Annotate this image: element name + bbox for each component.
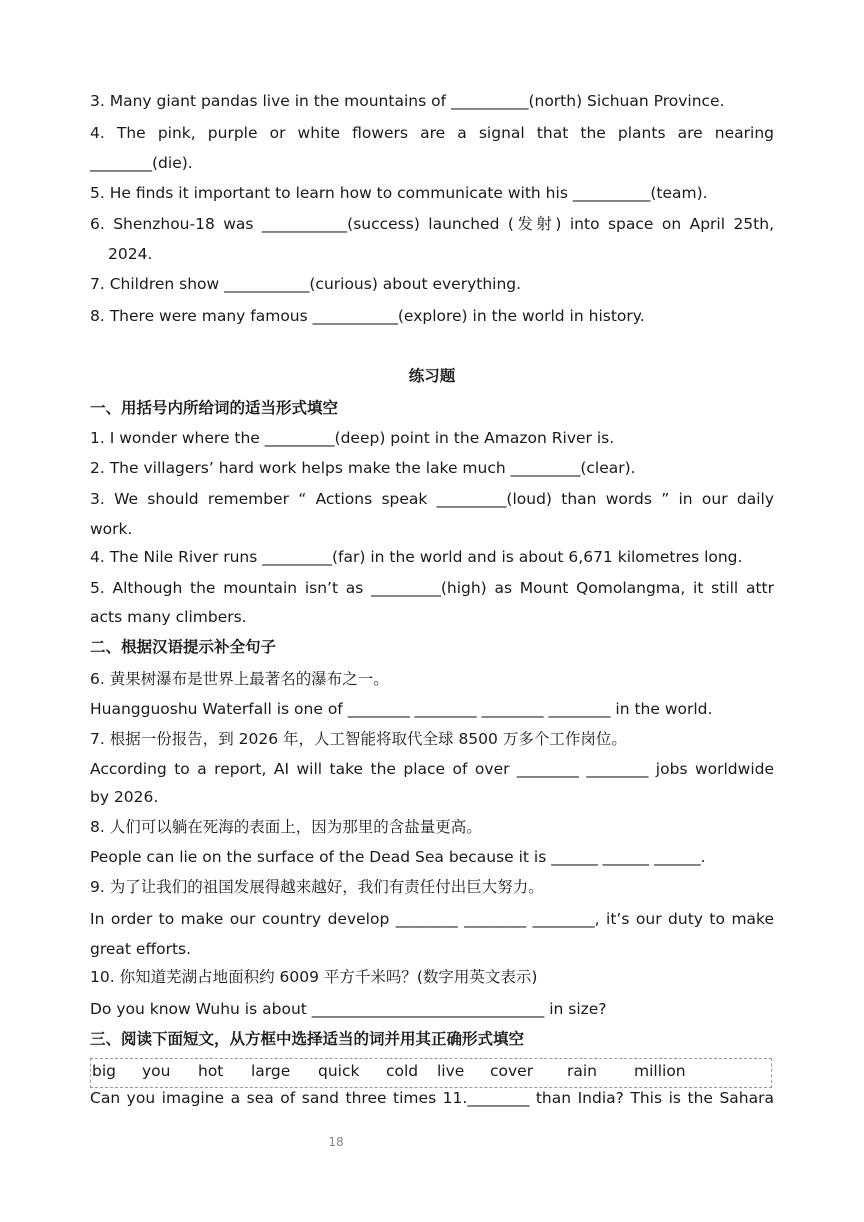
part1-question-4: 4. The Nile River runs _________(far) in the world and is about 6,671 kilometres long. [90,548,743,566]
prev-question-4-line1: 4. The pink, purple or white flowers are a signal that the plants are nearing [90,124,774,142]
word-bank-item: cover [490,1062,534,1080]
part1-question-3-line2: work. [90,520,133,538]
part2-heading: 二、根据汉语提示补全句子 [90,638,277,656]
part2-question-8-chinese: 8. 人们可以躺在死海的表面上，因为那里的含盐量更高。 [90,818,482,836]
word-bank-item: live [437,1062,465,1080]
part2-question-9-chinese: 9. 为了让我们的祖国发展得越来越好，我们有责任付出巨大努力。 [90,878,544,896]
prev-question-6-line1: 6. Shenzhou-18 was ___________(success) launched (发射) into space on April 25th, [90,215,774,233]
part2-question-7-english-line1: According to a report, AI will take the place of over ________ ________ jobs worldwide [90,760,774,778]
part2-question-10-chinese: 10. 你知道芜湖占地面积约 6009 平方千米吗？(数字用英文表示) [90,968,538,986]
word-bank-item: cold [386,1062,419,1080]
prev-question-7: 7. Children show ___________(curious) about everything. [90,275,522,293]
page-title: 练习题 [408,367,456,385]
word-bank-item: you [142,1062,171,1080]
part1-heading: 一、用括号内所给词的适当形式填空 [90,399,339,417]
part2-question-9-english-line2: great efforts. [90,940,192,958]
prev-question-3: 3. Many giant pandas live in the mountains of __________(north) Sichuan Province. [90,92,725,110]
part3-heading: 三、阅读下面短文，从方框中选择适当的词并用其正确形式填空 [90,1030,525,1048]
prev-question-4-line2: ________(die). [90,154,193,172]
word-bank-item: big [92,1062,116,1080]
prev-question-8: 8. There were many famous ___________(explore) in the world in history. [90,307,645,325]
part2-question-6-english: Huangguoshu Waterfall is one of ________ ________ ________ ________ in the world. [90,700,713,718]
page-number: 18 [328,1135,344,1149]
word-bank-item: quick [318,1062,360,1080]
prev-question-6-line2: 2024. [108,245,153,263]
part2-question-8-english: People can lie on the surface of the Dead Sea because it is ______ ______ ______. [90,848,706,866]
word-bank-item: large [251,1062,291,1080]
part1-question-1: 1. I wonder where the _________(deep) point in the Amazon River is. [90,429,615,447]
part1-question-5-line2: acts many climbers. [90,608,247,626]
part2-question-7-chinese: 7. 根据一份报告，到 2026 年，人工智能将取代全球 8500 万多个工作岗位。 [90,730,627,748]
word-bank-item: million [634,1062,686,1080]
word-bank-item: rain [567,1062,598,1080]
part2-question-9-english-line1: In order to make our country develop ________ ________ ________, it’s our duty to make [90,910,774,928]
part2-question-6-chinese: 6. 黄果树瀑布是世界上最著名的瀑布之一。 [90,670,389,688]
part1-question-3-line1: 3. We should remember “ Actions speak _________(loud) than words ” in our daily [90,490,774,508]
part1-question-2: 2. The villagers’ hard work helps make the lake much _________(clear). [90,459,636,477]
part3-passage-line1: Can you imagine a sea of sand three times 11.________ than India? This is the Sahara [90,1089,774,1107]
part1-question-5-line1: 5. Although the mountain isn’t as _________(high) as Mount Qomolangma, it still attr [90,579,774,597]
part2-question-7-english-line2: by 2026. [90,788,159,806]
part2-question-10-english: Do you know Wuhu is about ______________________________ in size? [90,1000,607,1018]
word-bank-item: hot [198,1062,224,1080]
prev-question-5: 5. He finds it important to learn how to communicate with his __________(team). [90,184,708,202]
word-bank-box [90,1058,772,1088]
